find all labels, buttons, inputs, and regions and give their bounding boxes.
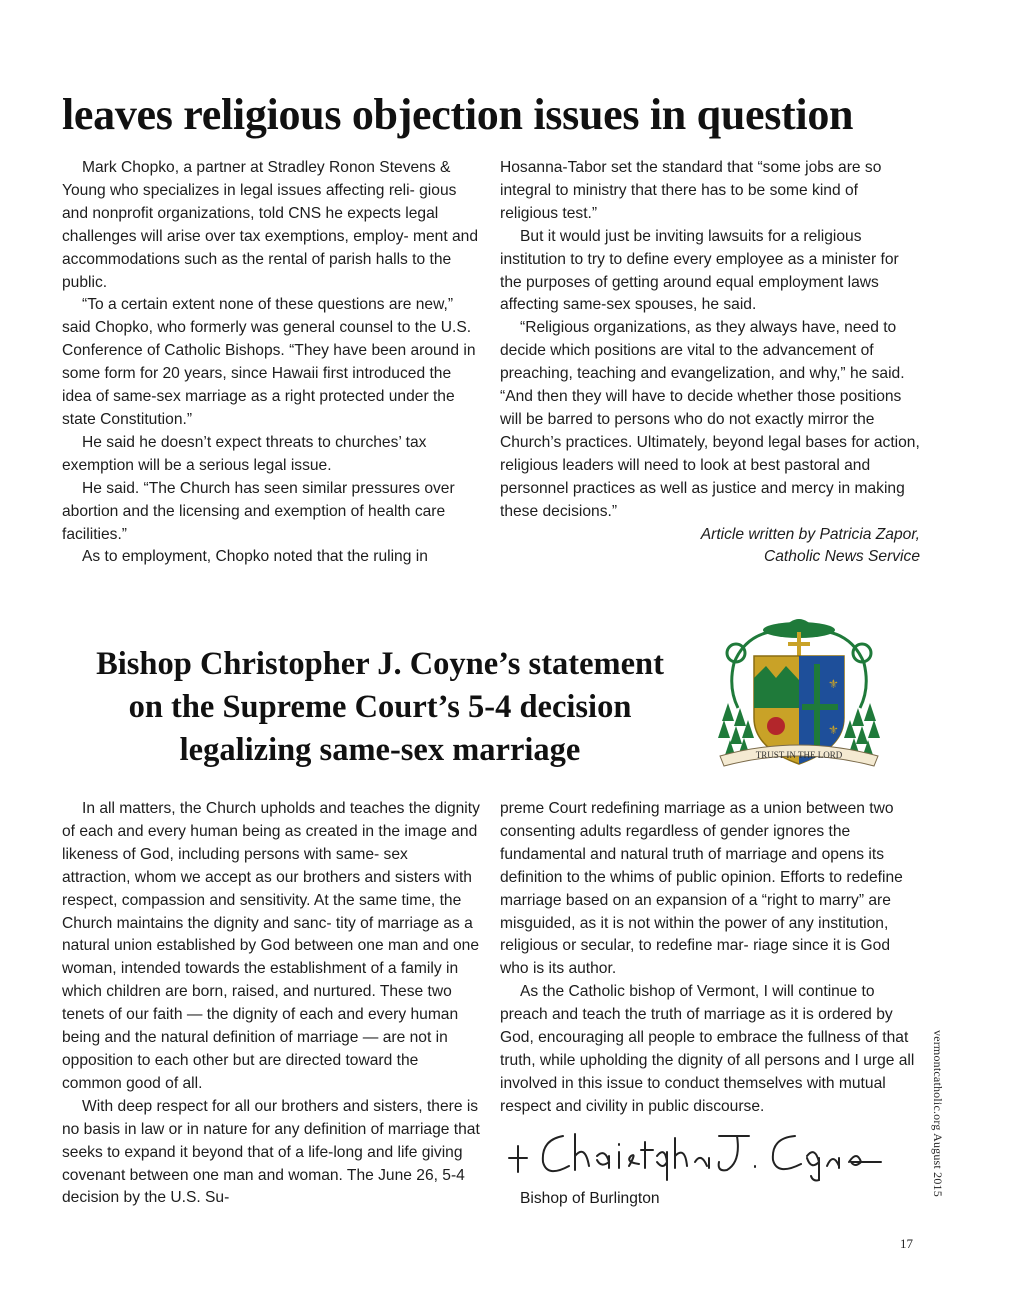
article1-column-left — [62, 157, 480, 569]
paragraph: As to employment, Chopko noted that the ruling in — [82, 548, 428, 566]
site-and-issue-label: vermontcatholic.org August 2015 — [931, 1030, 945, 1197]
svg-text:⚜: ⚜ — [828, 723, 839, 737]
statement-title-line: on the Supreme Court’s 5-4 decision — [128, 689, 632, 725]
svg-text:⚜: ⚜ — [828, 677, 839, 691]
statement-column-right — [500, 798, 920, 1119]
paragraph: “Religious organizations, as they always have, need to decide which positions are vital to the advancement of preaching, teaching and evangelization, and why,” he said. “And then they will have to decide whether those positions will be barred to persons who do not exactly mirror the Church’s practices. Ultimately, beyond legal bases for action, religious leaders will need to look at best pastoral and personnel practices as well as justice and mercy in making these decisions.” — [500, 319, 920, 520]
paragraph: As the Catholic bishop of Vermont, I will continue to preach and teach the truth of marriage as it is ordered by God, encouraging all people to embrace the fullness of that truth, while upholding the dignity of all persons and I urge all involved in this issue to conduct themselves with mutual respect and civility in public discourse. — [500, 983, 915, 1115]
paragraph: Mark Chopko, a partner at Stradley Ronon Stevens & Young who specializes in legal issues affecting reli- gious and nonprofit organizations, told CNS he expects legal challenges will arise over tax exemptions, employ- ment and accommodations such as the rental of parish halls to the public. — [62, 159, 479, 291]
page-number: 17 — [900, 1236, 913, 1251]
signature-caption: Bishop of Burlington — [520, 1190, 660, 1207]
byline-author: Article written by Patricia Zapor, — [700, 525, 920, 543]
coat-of-arms-icon — [714, 608, 884, 788]
statement-title-line: Bishop Christopher J. Coyne’s statement — [96, 646, 664, 682]
article-headline: leaves religious objection issues in question — [62, 90, 854, 139]
paragraph: But it would just be inviting lawsuits for a religious institution to try to define every employee as a minister for the purposes of getting around equal employment laws affecting same-sex spouses, he said. — [500, 227, 899, 314]
paragraph: He said. “The Church has seen similar pressures over abortion and the licensing and exemption of health care facilities.” — [62, 479, 455, 543]
paragraph: He said he doesn’t expect threats to churches’ tax exemption will be a serious legal issue. — [62, 433, 427, 474]
crest-motto: TRUST IN THE LORD — [755, 750, 843, 760]
paragraph: In all matters, the Church upholds and teaches the dignity of each and every human being as created in the image and likeness of God, including persons with same- sex attraction, whom we accept as our brothers and sisters with respect, compassion and sensitivity. At the same time, the Church maintains the dignity and sanc- tity of marriage as a natural union established by God between one man and one woman, intended towards the establishment of a family in which children are born, raised, and nurtured. These two tenets of our faith — the dignity of each and every human being and the natural definition of marriage — are not in opposition to each other but are directed toward the common good of all. — [62, 800, 480, 1092]
bishop-signature — [505, 1122, 885, 1182]
article1-column-right — [500, 157, 920, 569]
statement-title — [62, 643, 698, 772]
paragraph: “To a certain extent none of these questions are new,” said Chopko, who formerly was general counsel to the U.S. Conference of Catholic Bishops. “They have been around in some form for 20 years, since Hawaii first introduced the idea of same-sex marriage as a right protected under the state Constitution.” — [62, 296, 476, 428]
paragraph: preme Court redefining marriage as a union between two consenting adults regardless of gender ignores the fundamental and natural truth of marriage and opens its definition to the whims of public opinion. Efforts to redefine marriage based on an expansion of a “right to marry” are misguided, as it is not within the power of any institution, religious or secular, to redefine mar- riage since it is God who is its author. — [500, 800, 903, 978]
byline-source: Catholic News Service — [764, 548, 920, 566]
paragraph: With deep respect for all our brothers and sisters, there is no basis in law or in nature for any definition of marriage that seeks to expand it beyond that of a life-long and life giving covenant between one man and woman. The June 26, 5-4 decision by the U.S. Su- — [62, 1097, 480, 1207]
statement-column-left — [62, 798, 480, 1210]
statement-title-line: legalizing same-sex marriage — [179, 732, 581, 768]
paragraph: Hosanna-Tabor set the standard that “some jobs are so integral to ministry that there has to be some kind of religious test.” — [500, 159, 882, 222]
